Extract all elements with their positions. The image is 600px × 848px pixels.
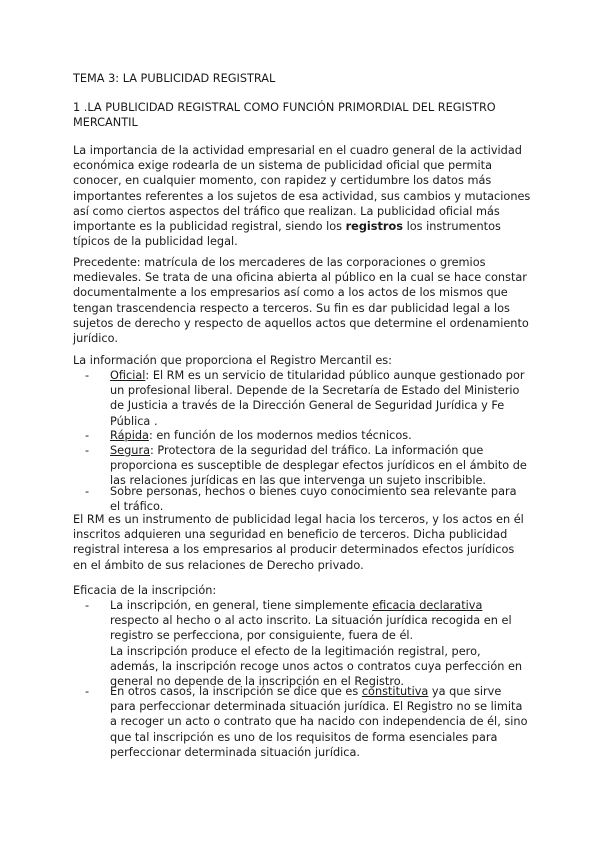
efficacy-item-constitutiva xyxy=(85,684,529,760)
term-oficial: Oficial xyxy=(110,369,146,382)
list-bullet: - xyxy=(85,429,90,442)
info-intro: La información que proporciona el Registro Mercantil es: xyxy=(73,354,392,367)
item-extra-text: La inscripción produce el efecto de la legitimación registral, pero, además, la inscripción recoge unos actos o contratos cuya perfección en general no depende de la inscripción en el Registro. xyxy=(110,644,523,689)
info-item-segura xyxy=(85,443,529,489)
item-text: : en función de los modernos medios técnicos. xyxy=(148,429,412,442)
item-text: respecto al hecho o al acto inscrito. La situación jurídica recogida en el registro se perfecciona, por consiguiente, fuera de él. xyxy=(110,614,512,643)
term-constitutiva: constitutiva xyxy=(361,685,429,698)
item-text: : El RM es un servicio de titularidad público aunque gestionado por un profesional liberal. Depende de la Secretaría de Estado del Ministerio de Justicia a través de la Dirección General de Seguridad Jurídica y Fe Pública . xyxy=(110,369,525,428)
precedent-paragraph: Precedente: matrícula de los mercaderes de las corporaciones o gremios medievales. Se trata de una oficina abierta al público en la cual se hace constar documentalmente a los empresarios así como a los actos de los mismos que tengan trascendencia respecto a terceros. Su fin es dar publicidad legal a los sujetos de derecho y respecto de aquellos actos que determine el ordenamiento jurídico. xyxy=(73,256,529,346)
item-text: En otros casos, la inscripción se dice que es xyxy=(110,685,362,698)
efficacy-heading: Eficacia de la inscripción: xyxy=(73,584,217,597)
intro-paragraph xyxy=(73,143,531,249)
item-text: : Protectora de la seguridad del tráfico. La información que proporciona es susceptible de desplegar efectos jurídicos en el ámbito de las relaciones jurídicas en las que intervenga un sujeto inscribible. xyxy=(110,444,527,488)
intro-text-end: los instrumentos típicos de la publicidad legal. xyxy=(73,220,501,249)
bold-word-registros: registros xyxy=(345,220,403,234)
section-heading: 1 .LA PUBLICIDAD REGISTRAL COMO FUNCIÓN PRIMORDIAL DEL REGISTRO MERCANTIL xyxy=(73,101,496,130)
info-item-rapida xyxy=(85,428,529,443)
list-bullet: - xyxy=(85,599,90,612)
info-item-sobre-personas xyxy=(85,484,529,514)
item-text: La inscripción, en general, tiene simplemente xyxy=(110,599,373,612)
list-bullet: - xyxy=(85,685,90,698)
rm-paragraph: El RM es un instrumento de publicidad legal hacia los terceros, y los actos en él inscritos adquieren una seguridad en beneficio de terceros. Dicha publicidad registral interesa a los empresarios al producir determinados efectos jurídicos en el ámbito de sus relaciones de Derecho privado. xyxy=(73,513,524,572)
efficacy-item-declarativa xyxy=(85,598,529,689)
list-bullet: - xyxy=(85,369,90,382)
term-eficacia-declarativa: eficacia declarativa xyxy=(372,599,483,612)
term-rapida: Rápida xyxy=(110,429,149,442)
item-text: ya que sirve para perfeccionar determinada situación jurídica. El Registro no se limita a recoger un acto o contrato que ha nacido con independencia de él, sino que tal inscripción es uno de los requisitos de forma esenciales para perfeccionar determinada situación jurídica. xyxy=(110,685,528,759)
document-title: TEMA 3: LA PUBLICIDAD REGISTRAL xyxy=(73,72,276,85)
term-segura: Segura xyxy=(110,444,151,457)
info-item-oficial xyxy=(85,368,529,429)
item-text: Sobre personas, hechos o bienes cuyo conocimiento sea relevante para el tráfico. xyxy=(110,485,517,514)
list-bullet: - xyxy=(85,485,90,498)
intro-text: La importancia de la actividad empresarial en el cuadro general de la actividad económica exige rodearla de un sistema de publicidad oficial que permita conocer, en cualquier momento, con rapidez y certidumbre los datos más importantes referentes a los sujetos de esa actividad, sus cambios y mutaciones así como ciertos aspectos del tráfico que realizan. La publicidad oficial más importante es la publicidad registral, siendo los xyxy=(73,144,531,234)
list-bullet: - xyxy=(85,444,90,457)
